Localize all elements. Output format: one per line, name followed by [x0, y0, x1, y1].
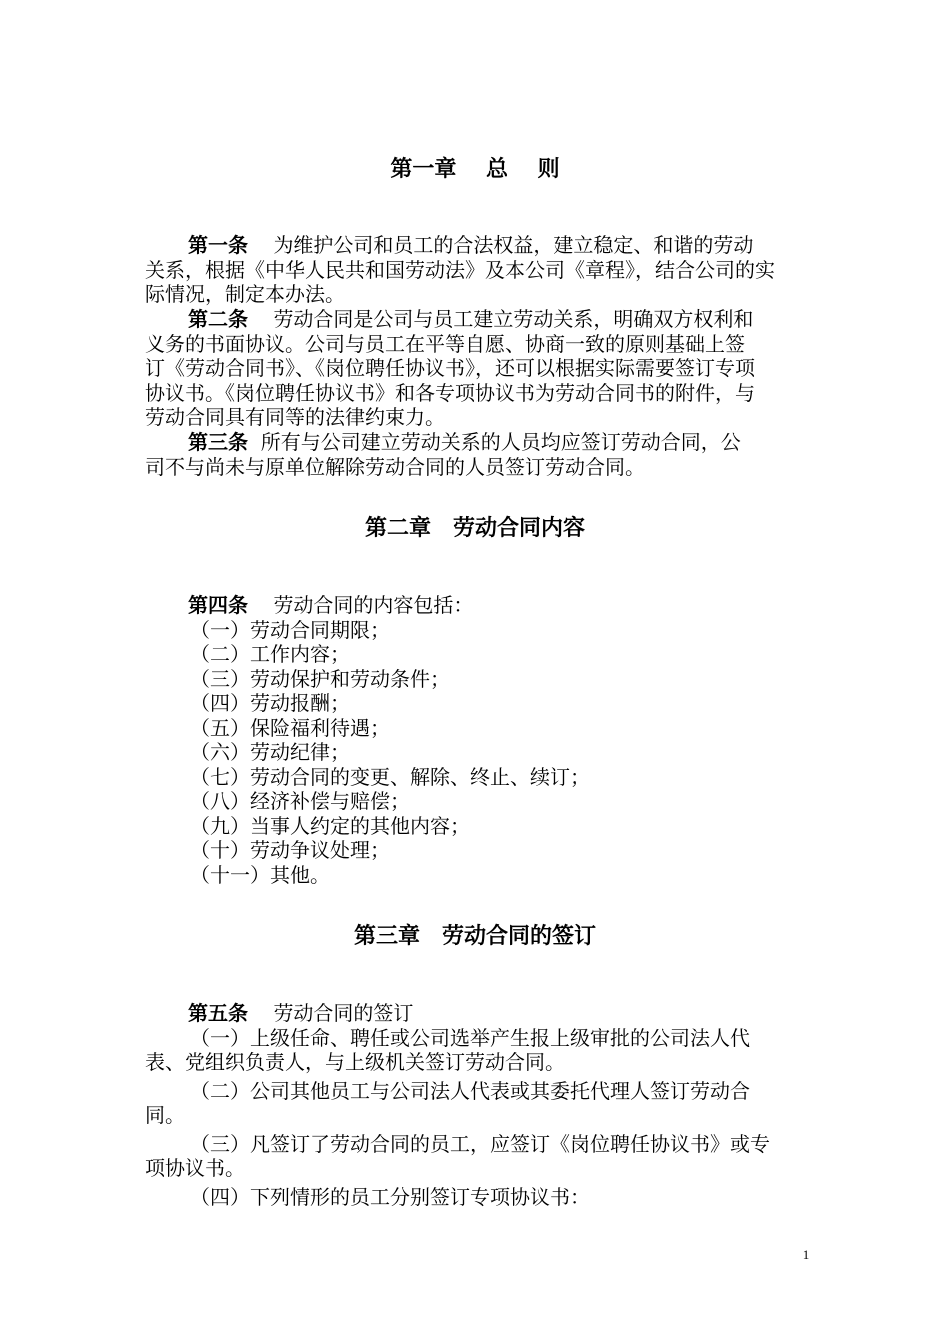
article-4-item: （十一）其他。: [190, 862, 330, 887]
article-5-para-3-line-1: （三）凡签订了劳动合同的员工，应签订《岗位聘任协议书》或专: [190, 1131, 770, 1156]
article-2-line-4: 协议书。《岗位聘任协议书》和各专项协议书为劳动合同书的附件，与: [145, 380, 755, 405]
article-2-text: 劳动合同是公司与员工建立劳动关系，明确双方权利和: [273, 307, 754, 331]
article-5-para-1-line-1: （一）上级任命、聘任或公司选举产生报上级审批的公司法人代: [190, 1025, 750, 1050]
article-4-item: （六）劳动纪律；: [190, 740, 350, 764]
article-4-item: （九）当事人约定的其他内容；: [190, 813, 470, 838]
article-4-item: （三）劳动保护和劳动条件；: [190, 666, 450, 691]
article-3: [145, 430, 807, 479]
article-4-item: （七）劳动合同的变更、解除、终止、续订；: [190, 764, 590, 789]
article-2-line-2: 义务的书面协议。公司与员工在平等自愿、协商一致的原则基础上签: [145, 331, 745, 356]
article-3-label: 第三条: [188, 430, 248, 454]
article-4-item: （八）经济补偿与赔偿；: [190, 789, 410, 813]
article-1-text: 为维护公司和员工的合法权益，建立稳定、和谐的劳动: [273, 233, 754, 257]
chapter-2-heading: 第二章 劳动合同内容: [364, 516, 585, 541]
article-3-line-2: 司不与尚未与原单位解除劳动合同的人员签订劳动合同。: [145, 454, 645, 479]
article-4-item: （十）劳动争议处理；: [190, 838, 390, 862]
article-2-line-5: 劳动合同具有同等的法律约束力。: [145, 405, 445, 429]
article-4-label: 第四条: [188, 593, 248, 617]
article-5-para-1-line-2: 表、党组织负责人，与上级机关签订劳动合同。: [145, 1050, 565, 1074]
article-5-para-3-line-2: 项协议书。: [145, 1156, 245, 1180]
article-5-label: 第五条: [188, 1001, 248, 1025]
page-number: 1: [802, 1247, 810, 1262]
article-3-text: 所有与公司建立劳动关系的人员均应签订劳动合同，公: [260, 430, 741, 454]
article-1-line-2: 关系，根据《中华人民共和国劳动法》及本公司《章程》，结合公司的实: [145, 257, 775, 282]
chapter-3-heading: 第三章 劳动合同的签订: [353, 924, 596, 949]
article-4-item: （二）工作内容；: [190, 642, 350, 666]
article-4-intro-line: [145, 593, 807, 618]
article-2-line-3: 订《劳动合同书》、《岗位聘任协议书》，还可以根据实际需要签订专项: [145, 356, 755, 380]
article-5-intro-line: [145, 1001, 807, 1026]
chapter-1-heading: 第一章 总 则: [390, 157, 560, 182]
article-5-para-4-line-1: （四）下列情形的员工分别签订专项协议书：: [190, 1184, 590, 1209]
article-1: [145, 233, 807, 307]
article-3-line-1: [145, 430, 807, 455]
article-2-label: 第二条: [188, 307, 248, 331]
article-4-item: （五）保险福利待遇；: [190, 715, 390, 740]
article-2-line-1: [145, 307, 807, 332]
article-4-intro: 劳动合同的内容包括：: [273, 593, 474, 617]
article-5-para-2-line-2: 同。: [145, 1103, 185, 1127]
article-5-intro: 劳动合同的签订: [273, 1001, 414, 1025]
article-5: [145, 1001, 807, 1209]
article-1-label: 第一条: [188, 233, 248, 257]
article-4-item: （一）劳动合同期限；: [190, 617, 390, 642]
article-4-item: （四）劳动报酬；: [190, 691, 350, 715]
article-4: [145, 593, 807, 887]
article-2: [145, 307, 807, 430]
article-5-para-2-line-1: （二）公司其他员工与公司法人代表或其委托代理人签订劳动合: [190, 1078, 750, 1103]
article-1-line-1: [145, 233, 807, 258]
article-1-line-3: 际情况，制定本办法。: [145, 282, 345, 306]
